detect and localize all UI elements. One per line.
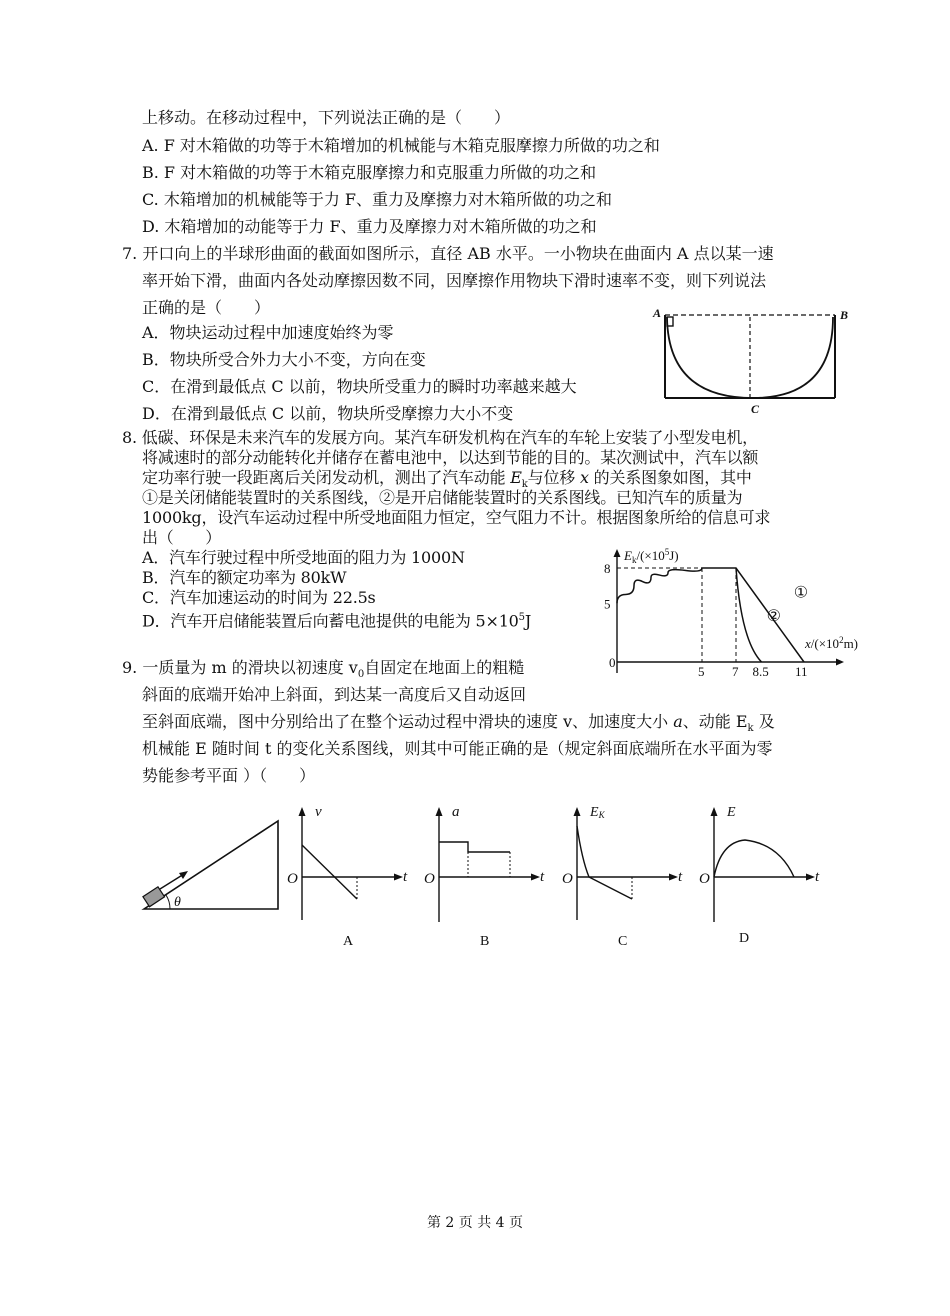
q8-x-axis-arrow: [836, 659, 844, 666]
q8-x-tick-label: 5: [698, 664, 705, 679]
q9b-caption: B: [480, 934, 490, 949]
q9a-x-label: t: [403, 869, 408, 885]
q9c-energy-curve: [577, 826, 632, 899]
q9-stem-line-4: 机械能 E 随时间 t 的变化关系图线，则其中可能正确的是（规定斜面底端所在水平面为零: [142, 739, 773, 758]
q8-stem-line-1: 8. 低碳、环保是未来汽车的发展方向。某汽车研发机构在汽车的车轮上安装了小型发电机，: [122, 428, 758, 447]
q8-origin-label: 0: [609, 655, 616, 670]
q9c-caption: C: [618, 934, 628, 949]
q9-graph-c: [560, 800, 690, 950]
q9b-x-arrow: [531, 874, 540, 881]
q6-stem-tail: 上移动。在移动过程中，下列说法正确的是（ ）: [142, 108, 511, 127]
q9d-y-label: E: [727, 805, 736, 820]
q7-hemisphere-figure: [650, 305, 860, 420]
q8-option-d: D．汽车开启储能装置后向蓄电池提供的电能为 $5\times 10^5J$: [142, 611, 532, 631]
q6-option-b: B. F 对木箱做的功等于木箱克服摩擦力和克服重力所做的功之和: [142, 163, 597, 182]
q8-stem-line-4: ①是关闭储能装置时的关系图线，②是开启储能装置时的关系图线。已知汽车的质量为: [142, 488, 743, 507]
q9-slider-block: [143, 887, 165, 907]
q9c-y-arrow: [574, 807, 581, 816]
q9d-caption: D: [739, 931, 750, 946]
q8-x-axis-label: $x/(\times 10^2m)$: [805, 635, 859, 651]
q7-stem-line-3: 正确的是（ ）: [142, 298, 271, 317]
q9b-acceleration-steps: [439, 842, 510, 852]
q9d-y-arrow: [711, 807, 718, 816]
q9c-x-arrow: [669, 874, 678, 881]
q9d-x-arrow: [806, 874, 815, 881]
q8-y-tick-label: 8: [604, 561, 611, 576]
q9b-y-arrow: [436, 807, 443, 816]
q9c-origin: O: [562, 871, 573, 887]
q7-stem-line-2: 率开始下滑，曲面内各处动摩擦因数不同，因摩擦作用物块下滑时速率不变，则下列说法: [142, 271, 767, 290]
q8-y-tick-label: 5: [604, 596, 611, 612]
q8-x-tick-label: 11: [795, 664, 808, 679]
q8-stem-line-5: 1000kg，设汽车运动过程中所受地面阻力恒定，空气阻力不计。根据图象所给的信息可求: [142, 508, 771, 527]
q8-curve-label-2: ②: [766, 607, 781, 625]
q7-hemisphere-arc: [667, 317, 833, 398]
q9d-energy-curve: [714, 840, 794, 877]
page-footer: 第 2 页 共 4 页: [426, 1215, 524, 1231]
q9-velocity-arrow: [160, 874, 184, 889]
q7-option-a: A．物块运动过程中加速度始终为零: [142, 323, 394, 342]
q9-incline-figure: [140, 815, 285, 915]
q7-option-d: D．在滑到最低点 C 以前，物块所受摩擦力大小不变: [142, 404, 514, 423]
q9-stem-line-1: 9. 一质量为 m 的滑块以初速度 $v_0$自固定在地面上的粗糙: [122, 658, 525, 681]
q7-stem-line-1: 7. 开口向上的半球形曲面的截面如图所示，直径 AB 水平。一小物块在曲面内 A 点以某一速: [122, 244, 774, 263]
q9-stem-line-5: 势能参考平面 ）（ ）: [142, 766, 316, 785]
q8-option-b: B．汽车的额定功率为 80kW: [142, 568, 347, 587]
q7-option-c: C．在滑到最低点 C 以前，物块所受重力的瞬时功率越来越大: [142, 377, 577, 396]
q6-option-d: D. 木箱增加的动能等于力 F、重力及摩擦力对木箱所做的功之和: [142, 217, 597, 236]
q8-x-tick-label: 8.5: [752, 664, 769, 679]
q8-y-axis-label: $E_k/(\times 10^5J)$: [624, 547, 679, 565]
q6-option-a: A. F 对木箱做的功等于木箱增加的机械能与木箱克服摩擦力所做的功之和: [142, 136, 660, 155]
q9a-y-arrow: [299, 807, 306, 816]
q9d-origin: O: [699, 871, 710, 887]
q7-label-c: C: [751, 402, 760, 416]
q9b-x-label: t: [540, 869, 545, 885]
q7-label-a: A: [653, 306, 662, 320]
q9-angle-arc: [166, 895, 170, 909]
q9a-origin: O: [287, 871, 298, 887]
q8-option-a: A．汽车行驶过程中所受地面的阻力为 1000N: [142, 548, 465, 567]
q9c-x-label: t: [678, 869, 683, 885]
q9-stem-line-2: 斜面的底端开始冲上斜面，到达某一高度后又自动返回: [142, 685, 527, 704]
q7-option-b: B．物块所受合外力大小不变，方向在变: [142, 350, 426, 369]
q9b-y-label: a: [452, 804, 460, 820]
q8-series-2-curve: [736, 568, 762, 662]
q8-option-c: C．汽车加速运动的时间为 22.5s: [142, 588, 376, 607]
q9-graph-b: [422, 800, 552, 950]
q8-x-tick-label: 7: [732, 664, 739, 679]
q9a-y-label: v: [315, 804, 322, 820]
q8-ek-x-chart: [600, 545, 880, 685]
q9-graph-a: [285, 800, 415, 950]
q8-stem-line-6: 出（ ）: [142, 528, 222, 547]
q8-stem-line-2: 将减速时的部分动能转化并储存在蓄电池中，以达到节能的目的。某次测试中，汽车以额: [142, 448, 759, 467]
q9-stem-line-3: 至斜面底端，图中分别给出了在整个运动过程中滑块的速度 v、加速度大小 a、动能 $E_k$ 及: [142, 712, 775, 735]
q9c-y-label: EK: [590, 805, 605, 820]
q9d-x-label: t: [815, 869, 820, 885]
q9a-x-arrow: [394, 874, 403, 881]
q8-curve-label-1: ①: [793, 584, 809, 602]
q9b-origin: O: [424, 871, 435, 887]
q9-velocity-arrowhead: [179, 871, 188, 879]
q9-graph-d: [697, 800, 827, 950]
q9a-caption: A: [343, 934, 354, 949]
q6-option-c: C. 木箱增加的机械能等于力 F、重力及摩擦力对木箱所做的功之和: [142, 190, 613, 209]
q9a-velocity-line: [302, 845, 357, 899]
q8-stem-line-3: 定功率行驶一段距离后关闭发动机，测出了汽车动能 $E_k$与位移 x 的关系图象如图，其中: [142, 468, 752, 491]
q8-y-axis-arrow: [614, 549, 621, 557]
q9-theta-label: θ: [174, 895, 181, 910]
q7-label-b: B: [840, 308, 849, 322]
